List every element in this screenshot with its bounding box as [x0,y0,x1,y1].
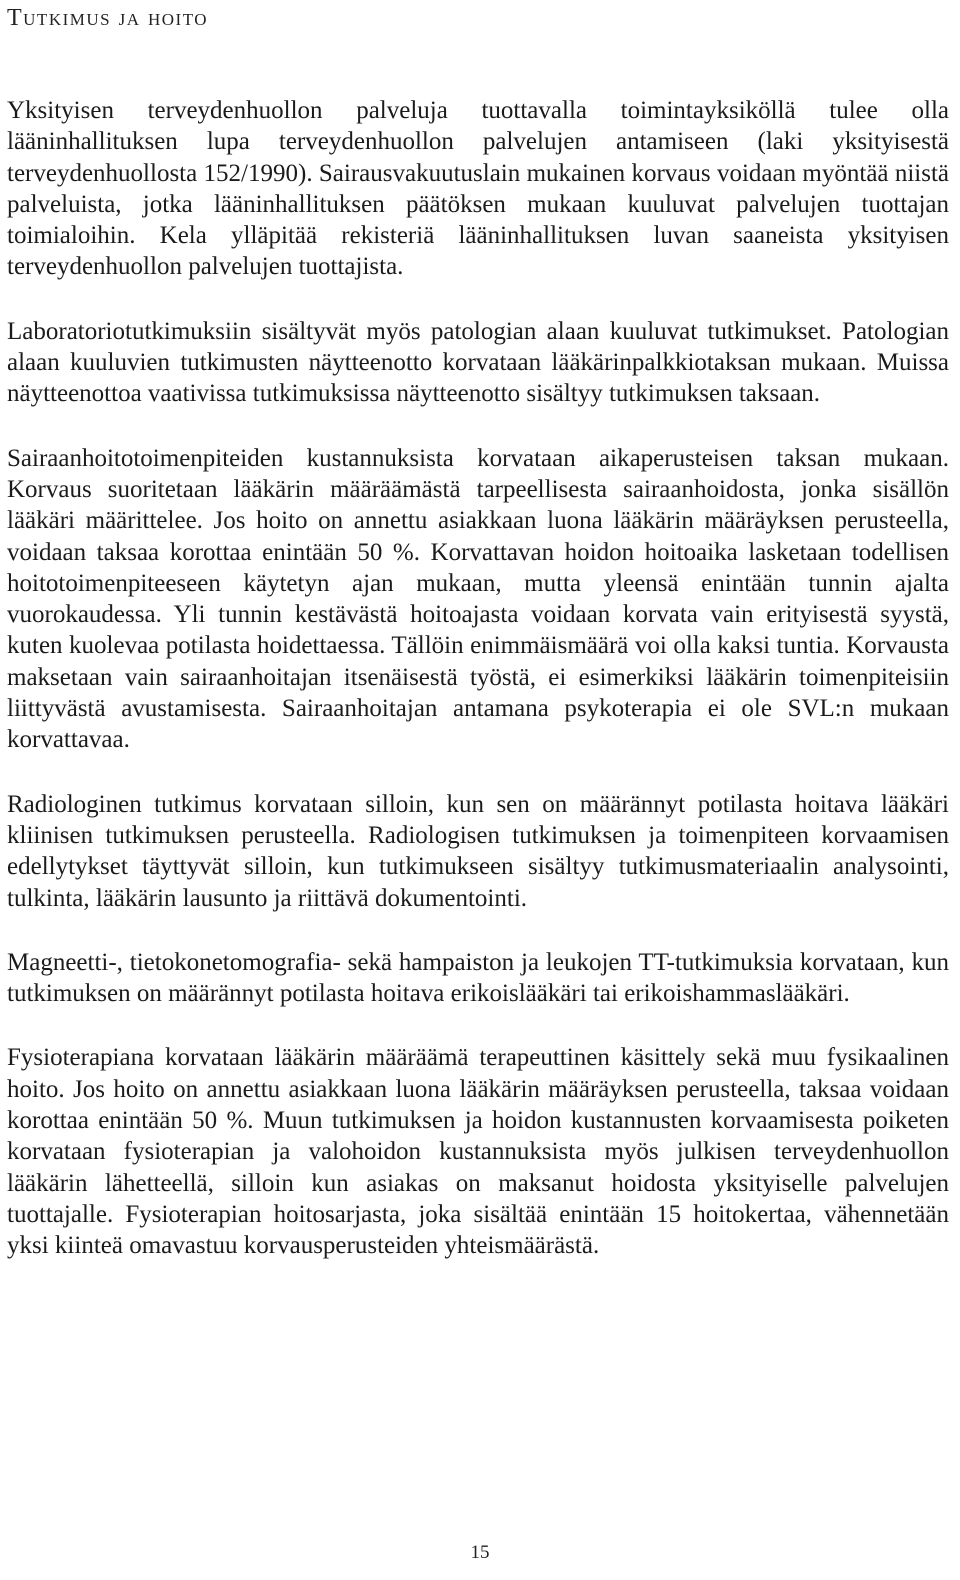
paragraph-private-providers: Yksityisen terveydenhuollon palveluja tuottavalla toimintayksiköllä tulee olla lääninhallituksen lupa terveydenhuollon palvelujen antamiseen (laki yksityisestä terveydenhuollosta 152/1990). Sairausvakuutuslain mukainen korvaus voidaan myöntää niistä palveluista, jotka lääninhallituksen päätöksen mukaan kuuluvat palvelujen tuottajan toimialoihin. Kela ylläpitää rekisteriä lääninhallituksen luvan saaneista yksityisen terveydenhuollon palvelujen tuottajista. [7,97,949,281]
paragraph-nursing-care: Sairaanhoitotoimenpiteiden kustannuksista korvataan aikaperusteisen taksan mukaan. Korvaus suoritetaan lääkärin määräämästä tarpeellisesta sairaanhoidosta, jonka sisällön lääkäri määrittelee. Jos hoito on annettu asiakkaan luona lääkärin määräyksen perusteella, voidaan taksaa korottaa enintään 50 %. Korvattavan hoidon hoitoaika lasketaan todellisen hoitotoimenpiteeseen käytetyn ajan mukaan, mutta yleensä enintään tunnin ajalta vuorokaudessa. Yli tunnin kestävästä hoitoajasta voidaan korvata vain erityisestä syystä, kuten kuolevaa potilasta hoidettaessa. Tällöin enimmäismäärä voi olla kaksi tuntia. Korvausta maksetaan vain sairaanhoitajan itsenäisestä työstä, ei esimerkiksi lääkärin toimenpiteisiin liittyvästä avustamisesta. Sairaanhoitajan antamana psykoterapia ei ole SVL:n mukaan korvattavaa. [7,444,949,754]
paragraph-laboratory: Laboratoriotutkimuksiin sisältyvät myös patologian alaan kuuluvat tutkimukset. Patologian alaan kuuluvien tutkimusten näytteenotto korvataan lääkärinpalkkiotaksan mukaan. Muissa näytteenottoa vaativissa tutkimuksissa näytteenotto sisältyy tutkimuksen taksaan. [7,317,949,408]
page-number: 15 [470,1542,490,1563]
running-header: Tutkimus ja hoito [7,5,209,31]
paragraph-physiotherapy: Fysioterapiana korvataan lääkärin määräämä terapeuttinen käsittely sekä muu fysikaalinen hoito. Jos hoito on annettu asiakkaan luona lääkärin määräyksen perusteella, taksaa voidaan korottaa enintään 50 %. Muun tutkimuksen ja hoidon kustannusten korvaamisesta poiketen korvataan fysioterapian ja valohoidon kustannuksista myös julkisen terveydenhuollon lääkärin lähetteellä, silloin kun asiakas on maksanut hoidosta yksityiselle palvelujen tuottajalle. Fysioterapian hoitosarjasta, joka sisältää enintään 15 hoitokertaa, vähennetään yksi kiinteä omavastuu korvausperusteiden yhteismäärästä. [7,1044,949,1260]
paragraph-radiology: Radiologinen tutkimus korvataan silloin, kun sen on määrännyt potilasta hoitava lääkäri kliinisen tutkimuksen perusteella. Radiologisen tutkimuksen ja toimenpiteen korvaamisen edellytykset täyttyvät silloin, kun tutkimukseen sisältyy tutkimusmateriaalin analysointi, tulkinta, lääkärin lausunto ja riittävä dokumentointi. [7,790,949,912]
body-text [7,95,949,1295]
paragraph-mri-ct: Magneetti-, tietokonetomografia- sekä hampaiston ja leukojen TT-tutkimuksia korvataan, kun tutkimuksen on määrännyt potilasta hoitava erikoislääkäri tai erikoishammaslääkäri. [7,948,949,1008]
